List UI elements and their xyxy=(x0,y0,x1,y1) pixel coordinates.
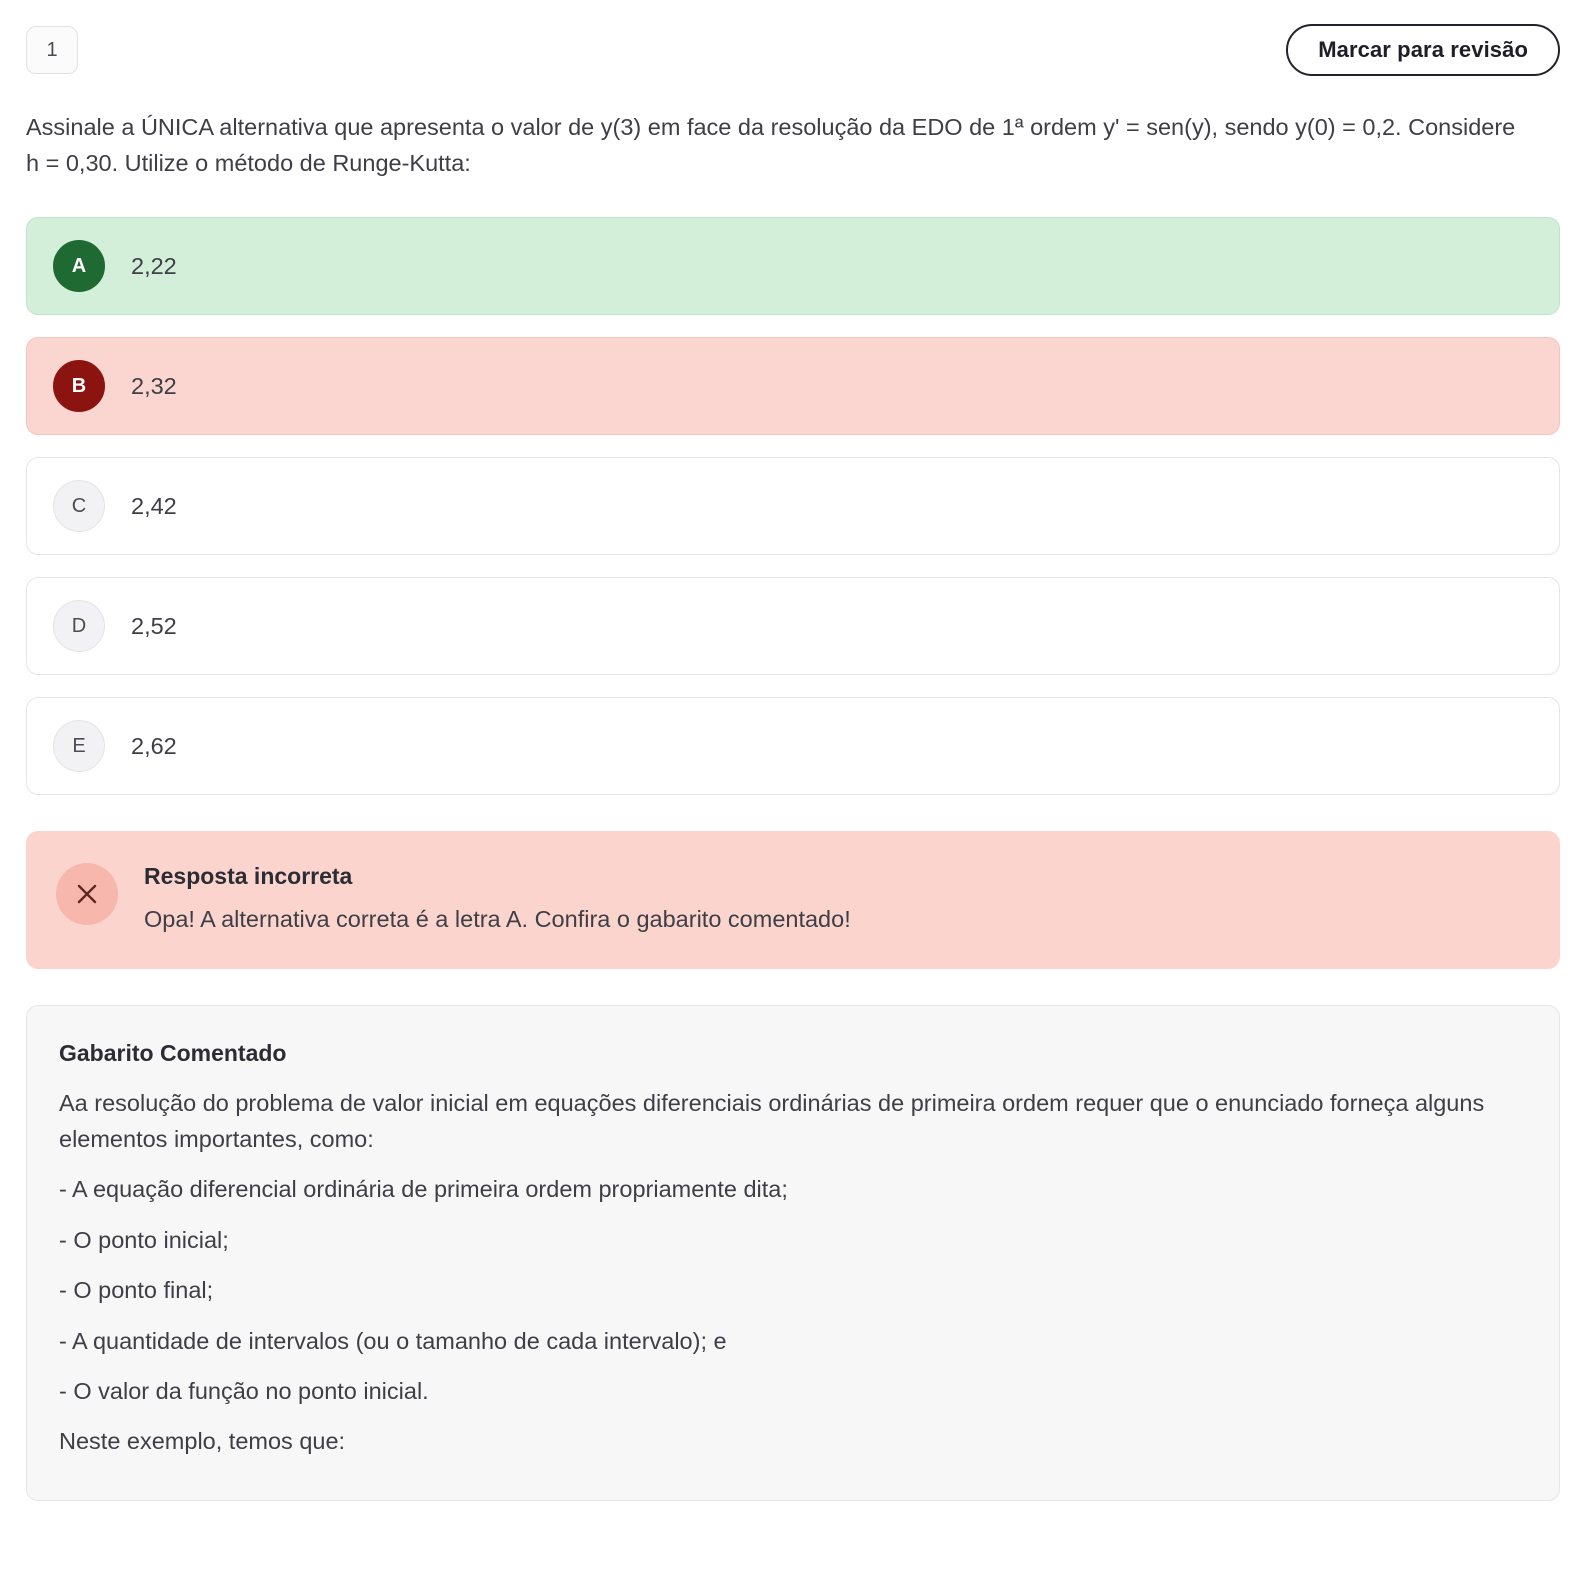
commented-answer-panel xyxy=(26,1005,1560,1501)
commented-answer-title: Gabarito Comentado xyxy=(59,1039,287,1066)
alternative-text-d: 2,52 xyxy=(131,612,177,639)
alternative-option-c[interactable] xyxy=(26,457,1560,555)
alternative-text-a: 2,22 xyxy=(131,252,177,279)
alternative-letter-b: B xyxy=(53,360,105,412)
alternative-letter-e: E xyxy=(53,720,105,772)
commented-answer-paragraph: - O ponto inicial; xyxy=(59,1226,229,1253)
alternative-letter-c: C xyxy=(53,480,105,532)
feedback-texts xyxy=(144,861,851,936)
question-number-badge: 1 xyxy=(26,26,78,74)
question-statement: Assinale a ÚNICA alternativa que apresenta o valor de y(3) em face da resolução da EDO de 1ª ordem y' = sen(y), sendo y(0) = 0,2. Considere h = 0,30. Utilize o método de Runge-Kutta: xyxy=(26,114,1516,176)
alternative-option-a[interactable] xyxy=(26,217,1560,315)
alternative-text-c: 2,42 xyxy=(131,492,177,519)
alternative-option-d[interactable] xyxy=(26,577,1560,675)
close-x-icon xyxy=(56,863,118,925)
alternative-option-b[interactable] xyxy=(26,337,1560,435)
feedback-title: Resposta incorreta xyxy=(144,863,353,890)
commented-answer-paragraph: Neste exemplo, temos que: xyxy=(59,1428,346,1455)
alternatives-list xyxy=(26,217,1560,795)
alternative-text-e: 2,62 xyxy=(131,732,177,759)
commented-answer-paragraph: - O ponto final; xyxy=(59,1277,214,1304)
commented-answer-paragraph: - O valor da função no ponto inicial. xyxy=(59,1378,429,1405)
commented-answer-paragraph: Aa resolução do problema de valor inicial em equações diferenciais ordinárias de primeira ordem requer que o enunciado forneça alguns elementos importantes, como: xyxy=(59,1089,1485,1152)
feedback-message: Opa! A alternativa correta é a letra A. Confira o gabarito comentado! xyxy=(144,906,851,933)
answer-feedback-banner xyxy=(26,831,1560,968)
alternative-option-e[interactable] xyxy=(26,697,1560,795)
question-header xyxy=(26,22,1560,78)
alternative-text-b: 2,32 xyxy=(131,372,177,399)
alternative-letter-a: A xyxy=(53,240,105,292)
mark-for-review-button[interactable]: Marcar para revisão xyxy=(1286,24,1560,76)
commented-answer-paragraph: - A equação diferencial ordinária de primeira ordem propriamente dita; xyxy=(59,1176,788,1203)
commented-answer-paragraph: - A quantidade de intervalos (ou o tamanho de cada intervalo); e xyxy=(59,1327,727,1354)
alternative-letter-d: D xyxy=(53,600,105,652)
